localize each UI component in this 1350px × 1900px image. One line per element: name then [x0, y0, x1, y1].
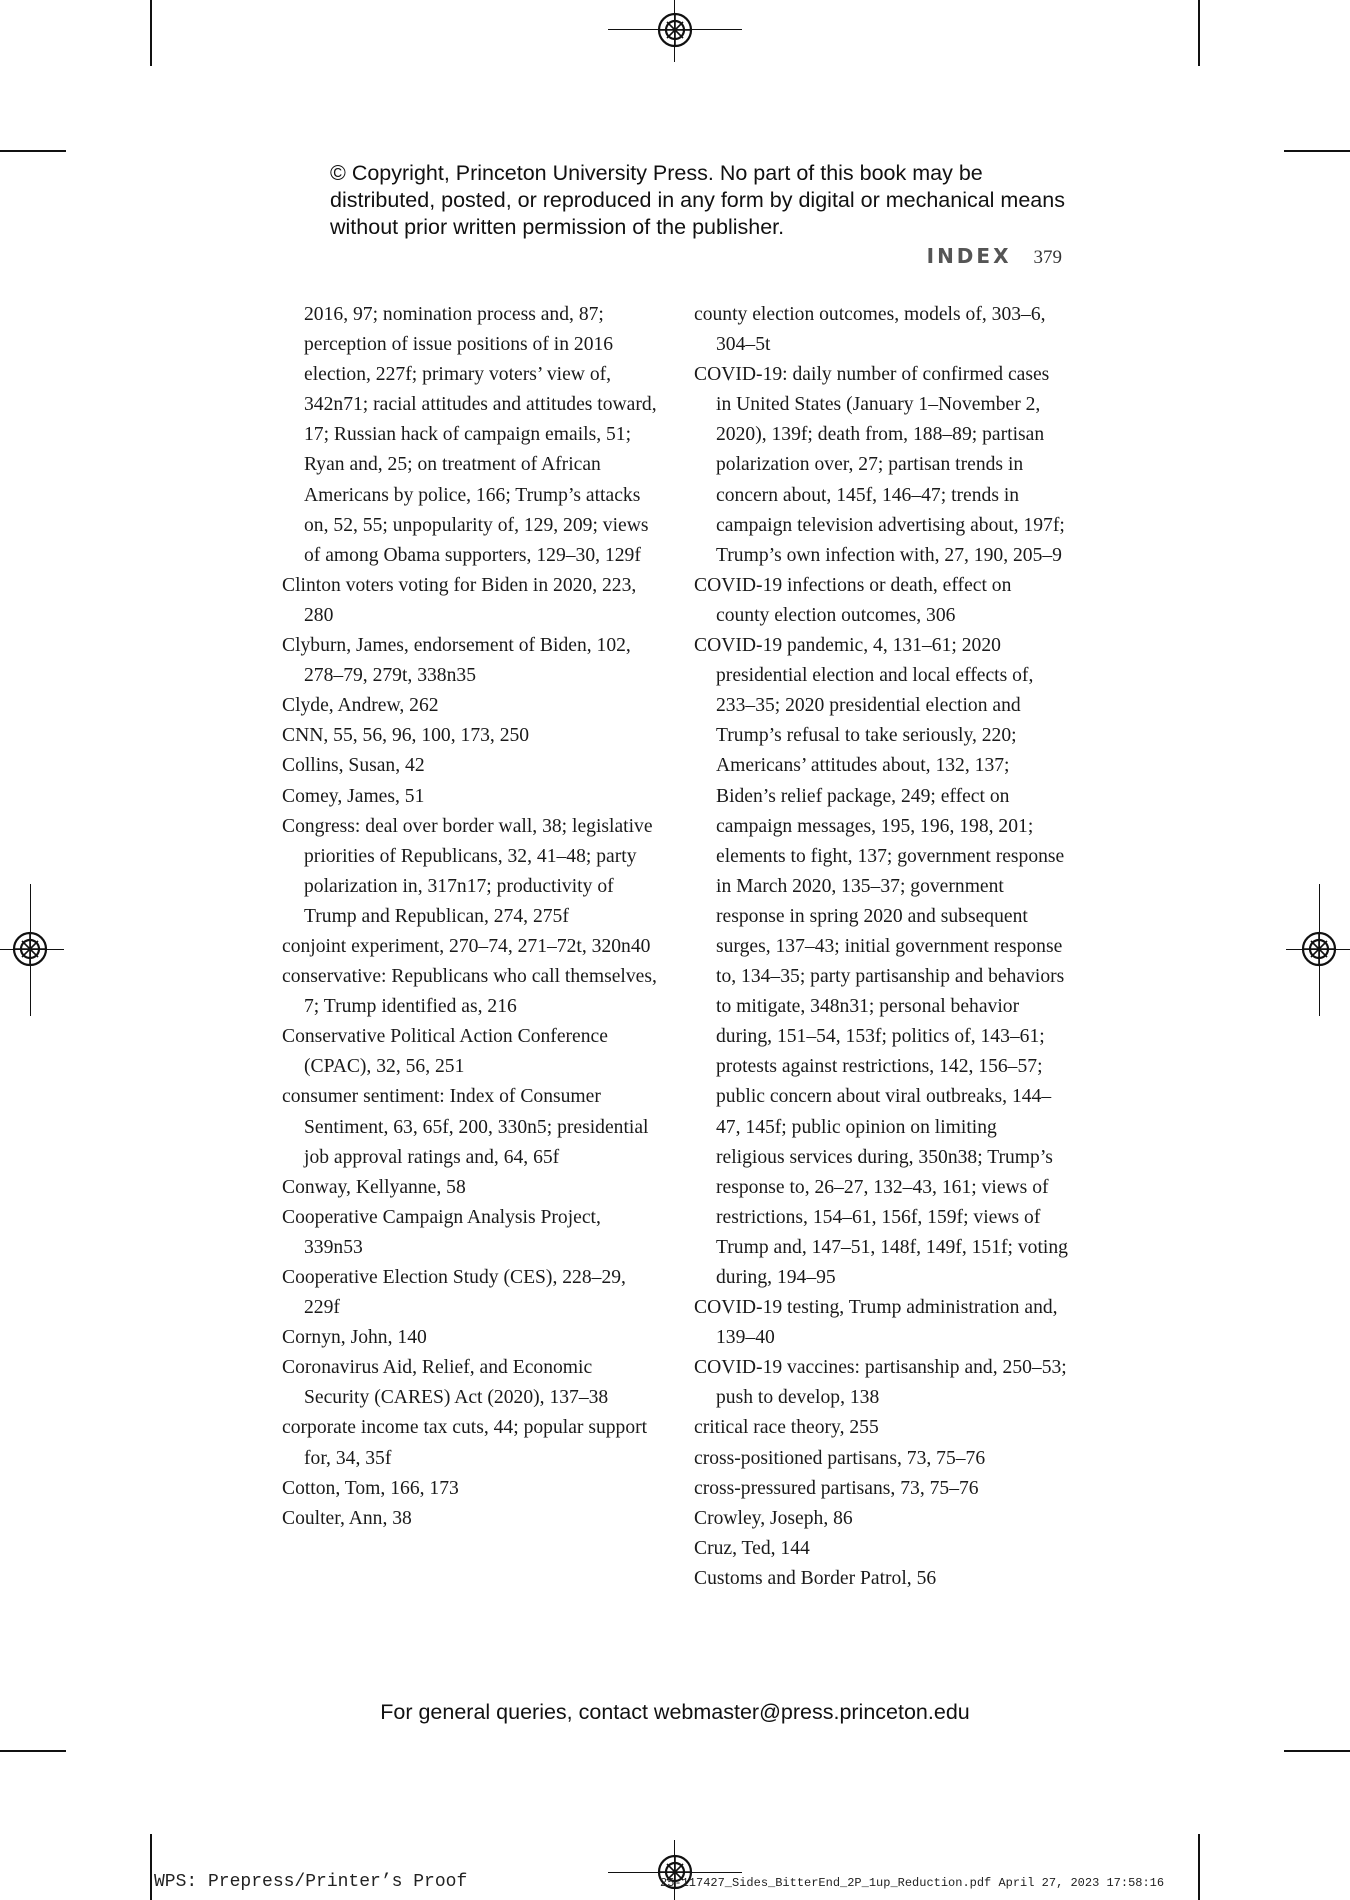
- index-entry: conjoint experiment, 270–74, 271–72t, 320n40: [282, 935, 651, 957]
- index-entry: 2016, 97; nomination process and, 87; perception of issue positions of in 2016 election, 227f; primary voters’ view of, 342n71; racial attitudes and attitudes toward, 17; Russian hack of campaign emails, 51; Ryan and, 25; on treatment of African Americans by police, 166; Trump’s attacks on, 52, 55; unpopularity of, 129, 209; views of among Obama supporters, 129–30, 129f: [304, 304, 657, 566]
- crop-mark: [150, 0, 152, 66]
- index-entry: COVID-19 infections or death, effect on county election outcomes, 306: [694, 574, 1012, 626]
- page-number: 379: [1033, 247, 1062, 268]
- running-head-title: INDEX: [926, 244, 1012, 268]
- index-entry: Coronavirus Aid, Relief, and Economic Security (CARES) Act (2020), 137–38: [282, 1357, 609, 1409]
- printer-proof-slug: WPS: Prepress/Printer’s Proof: [154, 1872, 468, 1892]
- copyright-notice: © Copyright, Princeton University Press. No part of this book may be distributed, posted, or reproduced in any form by digital or mechanical means without prior written permission of the publisher.: [330, 161, 1065, 239]
- crop-mark: [0, 1750, 66, 1752]
- index-entry: critical race theory, 255: [694, 1417, 879, 1439]
- index-entry: Congress: deal over border wall, 38; legislative priorities of Republicans, 32, 41–48; party polarization in, 317n17; productivity of Trump and Republican, 274, 275f: [282, 815, 653, 927]
- index-entry: Comey, James, 51: [282, 785, 425, 807]
- index-entry: corporate income tax cuts, 44; popular support for, 34, 35f: [282, 1417, 648, 1469]
- index-entry: consumer sentiment: Index of Consumer Sentiment, 63, 65f, 200, 330n5; presidential job approval ratings and, 64, 65f: [282, 1086, 649, 1168]
- crop-mark: [1198, 0, 1200, 66]
- index-entry: COVID-19 testing, Trump administration and, 139–40: [694, 1297, 1058, 1349]
- registration-mark-icon: [12, 931, 48, 967]
- index-entry: COVID-19 pandemic, 4, 131–61; 2020 presidential election and local effects of, 233–35; 2020 presidential election and Trump’s refusal to take seriously, 220; Americans’ attitudes about, 132, 137; Biden’s relief package, 249; effect on campaign messages, 195, 196, 198, 201; elements to fight, 137; government response in March 2020, 135–37; government response in spring 2020 and subsequent surges, 137–43; initial government response to, 134–35; party partisanship and behaviors to mitigate, 348n31; personal behavior during, 151–54, 153f; politics of, 143–61; protests against restrictions, 142, 156–57; public concern about viral outbreaks, 144–47, 145f; public opinion on limiting religious services during, 350n38; Trump’s response to, 26–27, 132–43, 161; views of restrictions, 154–61, 156f, 159f; views of Trump and, 147–51, 148f, 149f, 151f; voting during, 194–95: [694, 635, 1068, 1288]
- crop-mark: [1284, 150, 1350, 152]
- index-entry: cross-positioned partisans, 73, 75–76: [694, 1447, 986, 1469]
- index-entry: Customs and Border Patrol, 56: [694, 1567, 937, 1589]
- index-entry: Cooperative Campaign Analysis Project, 339n53: [282, 1206, 601, 1258]
- index-entry: Coulter, Ann, 38: [282, 1507, 412, 1529]
- index-entry: Conservative Political Action Conference (CPAC), 32, 56, 251: [282, 1026, 608, 1078]
- running-head: [927, 244, 1062, 269]
- index-entry: Clinton voters voting for Biden in 2020, 223, 280: [282, 574, 637, 626]
- general-queries-footer: For general queries, contact webmaster@press.princeton.edu: [380, 1700, 970, 1724]
- index-entry: COVID-19 vaccines: partisanship and, 250–53; push to develop, 138: [694, 1357, 1067, 1409]
- index-entry: Clyburn, James, endorsement of Biden, 102, 278–79, 279t, 338n35: [282, 635, 631, 687]
- index-column-left: [282, 300, 662, 1534]
- registration-mark-icon: [1301, 931, 1337, 967]
- index-entry: Cornyn, John, 140: [282, 1327, 427, 1349]
- index-entry: Cotton, Tom, 166, 173: [282, 1477, 459, 1499]
- index-entry: Crowley, Joseph, 86: [694, 1507, 853, 1529]
- crop-mark: [1198, 1834, 1200, 1900]
- index-entry: Cruz, Ted, 144: [694, 1537, 810, 1559]
- index-entry: Conway, Kellyanne, 58: [282, 1176, 466, 1198]
- crop-mark: [150, 1834, 152, 1900]
- file-info-slug: 25-117427_Sides_BitterEnd_2P_1up_Reduction.pdf April 27, 2023 17:58:16: [660, 1876, 1165, 1890]
- index-column-right: [694, 300, 1069, 1594]
- index-entry: county election outcomes, models of, 303–6, 304–5t: [694, 304, 1046, 356]
- registration-mark-icon: [657, 12, 693, 48]
- index-entry: Collins, Susan, 42: [282, 755, 425, 777]
- index-entry: conservative: Republicans who call themselves, 7; Trump identified as, 216: [282, 966, 657, 1018]
- crop-mark: [0, 150, 66, 152]
- index-entry: CNN, 55, 56, 96, 100, 173, 250: [282, 725, 530, 747]
- index-entry: Clyde, Andrew, 262: [282, 695, 439, 717]
- index-entry: cross-pressured partisans, 73, 75–76: [694, 1477, 979, 1499]
- crop-mark: [1284, 1750, 1350, 1752]
- index-entry: COVID-19: daily number of confirmed cases in United States (January 1–November 2, 2020), 139f; death from, 188–89; partisan polarization over, 27; partisan trends in concern about, 145f, 146–47; trends in campaign television advertising about, 197f; Trump’s own infection with, 27, 190, 205–9: [694, 364, 1065, 566]
- index-entry: Cooperative Election Study (CES), 228–29, 229f: [282, 1267, 626, 1319]
